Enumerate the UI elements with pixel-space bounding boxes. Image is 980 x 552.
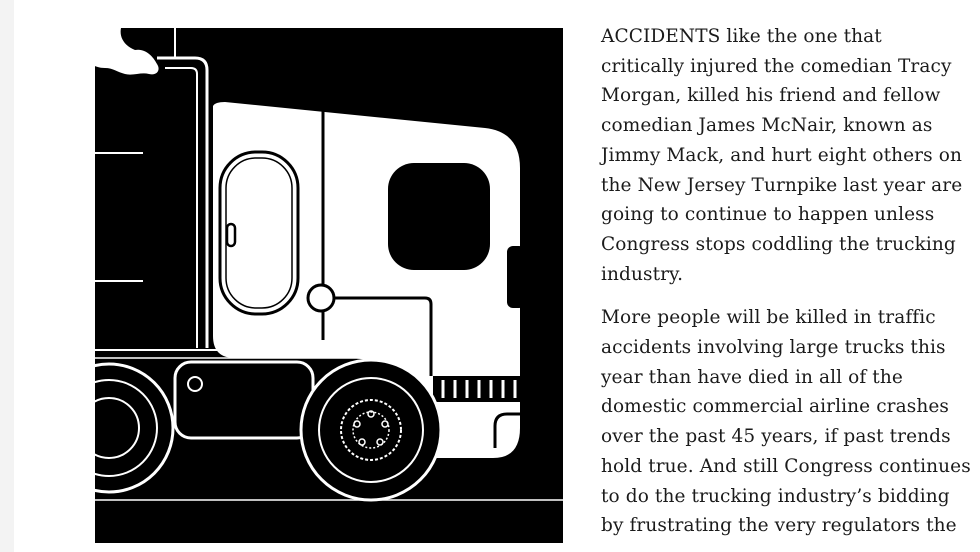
paragraph-2 <box>601 303 971 541</box>
text-line: domestic commercial airline crashes <box>601 396 949 418</box>
text-line: comedian James McNair, known as <box>601 115 933 137</box>
text-line: Jimmy Mack, and hurt eight others on <box>601 144 962 166</box>
text-line: Morgan, killed his friend and fellow <box>601 85 941 107</box>
front-wheel <box>301 360 441 500</box>
grill-teeth <box>433 376 521 402</box>
article-body <box>601 22 971 552</box>
text-line: More people will be killed in traffic <box>601 307 936 329</box>
text-line: hold true. And still Congress continues <box>601 455 971 477</box>
paragraph-1 <box>601 22 971 289</box>
page-left-gutter <box>0 0 14 552</box>
text-line: ACCIDENTS like the one that <box>601 26 882 47</box>
truck-skull-illustration <box>95 28 563 543</box>
text-line: industry. <box>601 263 684 285</box>
text-line: critically injured the comedian Tracy <box>601 55 952 77</box>
text-line: by frustrating the very regulators the <box>601 515 957 537</box>
text-line: over the past 45 years, if past trends <box>601 426 951 448</box>
cab-window <box>388 163 490 270</box>
text-line: accidents involving large trucks this <box>601 337 946 359</box>
text-line: Congress stops coddling the trucking <box>601 233 956 255</box>
text-line: year than have died in all of the <box>601 366 903 388</box>
text-line: going to continue to happen unless <box>601 204 935 226</box>
text-line: the New Jersey Turnpike last year are <box>601 174 963 196</box>
text-line: to do the trucking industry’s bidding <box>601 485 950 507</box>
